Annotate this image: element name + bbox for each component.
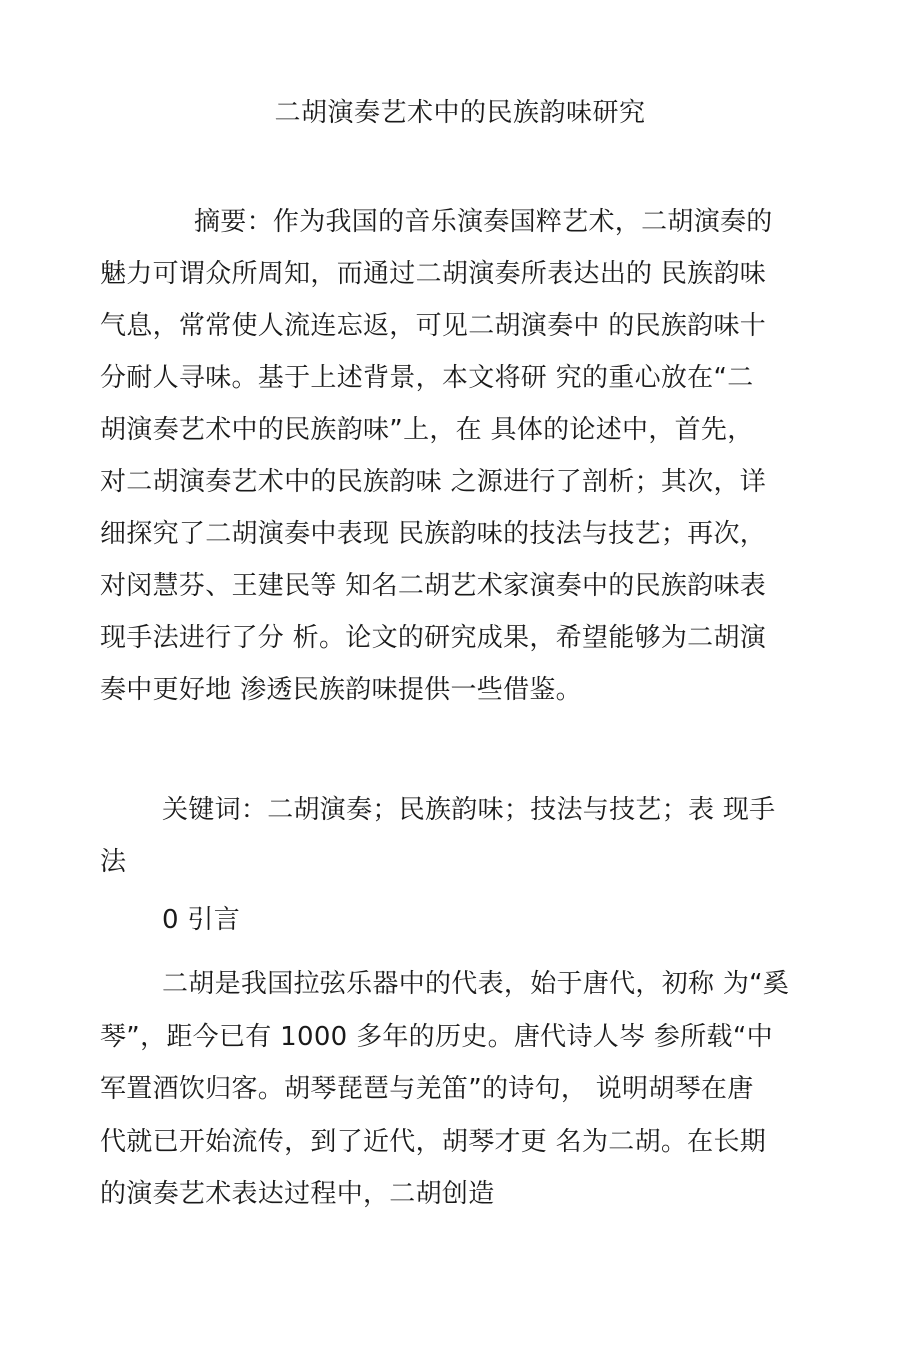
- intro-line: 二胡是我国拉弦乐器中的代表，始于唐代，初称 为“奚: [162, 969, 790, 999]
- intro-line: 代就已开始流传，到了近代，胡琴才更 名为二胡。在长期: [100, 1126, 767, 1157]
- abstract-line: 摘要：作为我国的音乐演奏国粹艺术，二胡演奏的: [194, 207, 773, 237]
- abstract-line: 对闵慧芬、王建民等 知名二胡艺术家演奏中的民族韵味表: [100, 571, 767, 601]
- abstract-line: 细探究了二胡演奏中表现 民族韵味的技法与技艺；再次，: [100, 519, 767, 549]
- abstract-line: 对二胡演奏艺术中的民族韵味 之源进行了剖析；其次，详: [100, 467, 767, 497]
- abstract-line: 分耐人寻味。基于上述背景，本文将研 究的重心放在“二: [100, 363, 754, 393]
- intro-line: 的演奏艺术表达过程中，二胡创造: [100, 1179, 495, 1209]
- keywords-line: 法: [100, 847, 127, 877]
- abstract-line: 现手法进行了分 析。论文的研究成果，希望能够为二胡演: [100, 623, 767, 653]
- keywords-line: 关键词：二胡演奏；民族韵味；技法与技艺；表 现手: [162, 795, 776, 825]
- abstract-line: 奏中更好地 渗透民族韵味提供一些借鉴。: [100, 675, 582, 705]
- abstract-line: 胡演奏艺术中的民族韵味”上，在 具体的论述中，首先，: [100, 415, 754, 445]
- abstract-paragraph: [100, 196, 830, 716]
- abstract-line: 魅力可谓众所周知，而通过二胡演奏所表达出的 民族韵味: [100, 259, 767, 289]
- intro-paragraph: [100, 958, 830, 1221]
- intro-line: 军置酒饮归客。胡琴琵琶与羌笛”的诗句， 说明胡琴在唐: [100, 1074, 754, 1104]
- intro-line: 琴”，距今已有 1000 多年的历史。唐代诗人岑 参所载“中: [100, 1021, 773, 1052]
- section-heading: [100, 894, 830, 946]
- keywords-paragraph: [100, 784, 830, 888]
- document-title: 二胡演奏艺术中的民族韵味研究: [274, 98, 646, 128]
- section-heading-text: 0 引言: [162, 905, 241, 935]
- abstract-line: 气息，常常使人流连忘返，可见二胡演奏中 的民族韵味十: [100, 311, 767, 341]
